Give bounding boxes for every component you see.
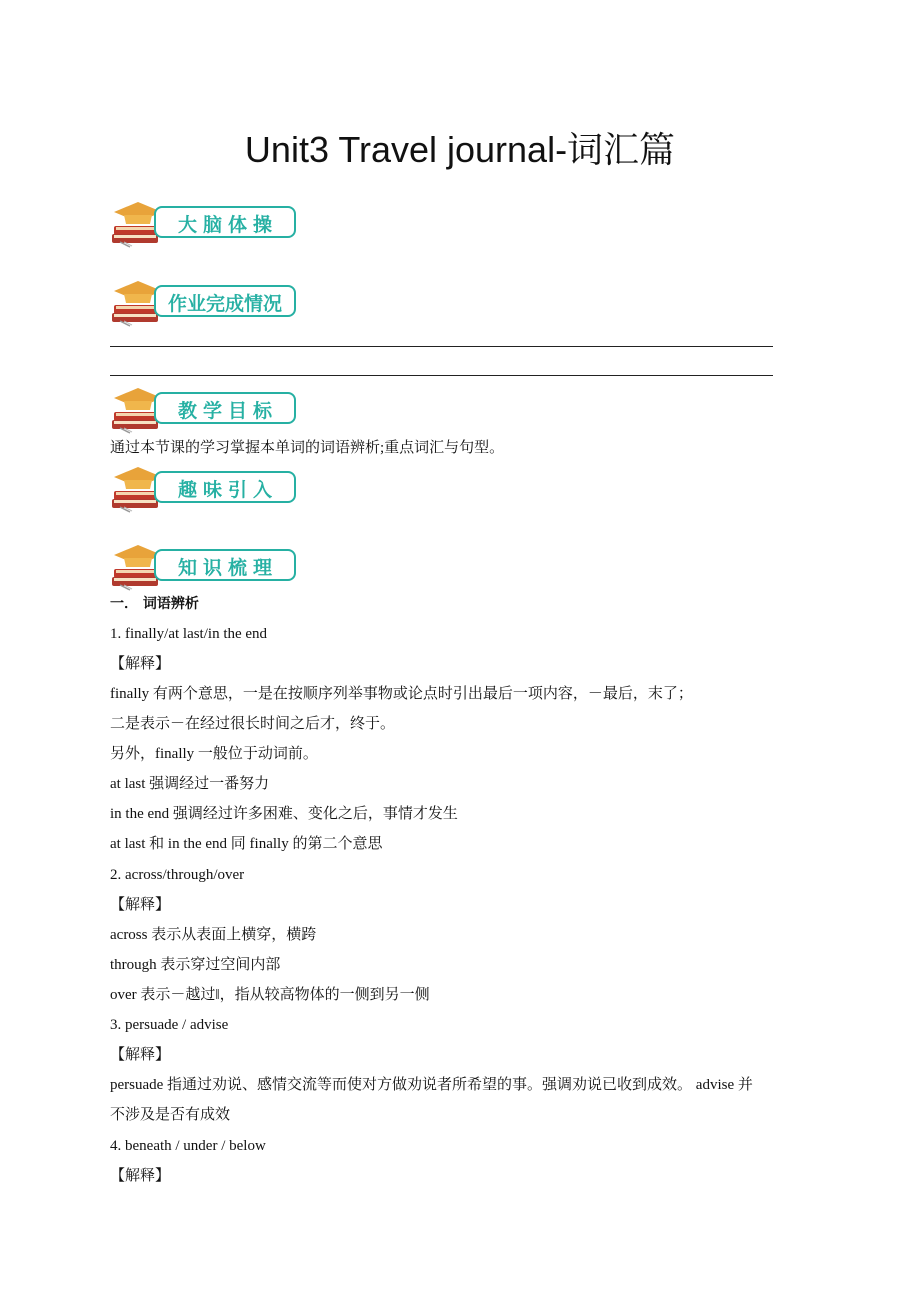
banner-fun-intro: [110, 461, 300, 511]
banner-homework-status: [110, 275, 300, 325]
section-heading: 一． 词语辨析: [110, 596, 199, 612]
banner-knowledge-review: [110, 539, 300, 589]
banner-label-box: [154, 549, 296, 581]
explain-label: 【解释】: [110, 1047, 171, 1063]
banner-label-box: [154, 471, 296, 503]
text-line: 不涉及是否有成效: [110, 1107, 231, 1123]
banner-label-box: [154, 206, 296, 238]
text-line: 另外，finally 一般位于动词前。: [110, 746, 318, 762]
item-heading: 3. persuade / advise: [110, 1017, 229, 1033]
text-line: finally 有两个意思，一是在按顺序列举事物或论点时引出最后一项内容，－最后，末了；: [110, 686, 693, 702]
text-line: in the end 强调经过许多困难、变化之后，事情才发生: [110, 806, 458, 822]
explain-label: 【解释】: [110, 897, 171, 913]
banner-label: 趣味引入: [177, 479, 278, 501]
banner-label-box: [154, 285, 296, 317]
banner-label: 教学目标: [177, 400, 278, 422]
blank-line: [110, 346, 773, 347]
banner-brain-exercise: [110, 196, 300, 246]
banner-label: 作业完成情况: [167, 293, 282, 315]
text-line: through 表示穿过空间内部: [110, 957, 281, 973]
explain-label: 【解释】: [110, 1168, 171, 1184]
explain-label: 【解释】: [110, 656, 171, 672]
item-heading: 1. finally/at last/in the end: [110, 626, 268, 642]
item-heading: 4. beneath / under / below: [110, 1138, 266, 1154]
item-heading: 2. across/through/over: [110, 867, 245, 883]
text-line: 二是表示－在经过很长时间之后才，终于。: [110, 716, 396, 732]
banner-label: 大脑体操: [177, 214, 278, 236]
objective-text: 通过本节课的学习掌握本单词的词语辨析;重点词汇与句型。: [110, 440, 505, 456]
text-line: at last 和 in the end 同 finally 的第二个意思: [110, 836, 383, 852]
banner-label: 知识梳理: [177, 557, 278, 579]
page-title: Unit3 Travel journal-词汇篇: [244, 129, 676, 170]
text-line: across 表示从表面上横穿，横跨: [110, 927, 317, 943]
blank-line: [110, 375, 773, 376]
banner-label-box: [154, 392, 296, 424]
text-line: over 表示－越过‖，指从较高物体的一侧到另一侧: [110, 987, 430, 1003]
text-line: persuade 指通过劝说、感情交流等而使对方做劝说者所希望的事。强调劝说已收到成效。 advise 并: [110, 1077, 753, 1093]
text-line: at last 强调经过一番努力: [110, 776, 270, 792]
banner-teaching-goals: [110, 382, 300, 432]
